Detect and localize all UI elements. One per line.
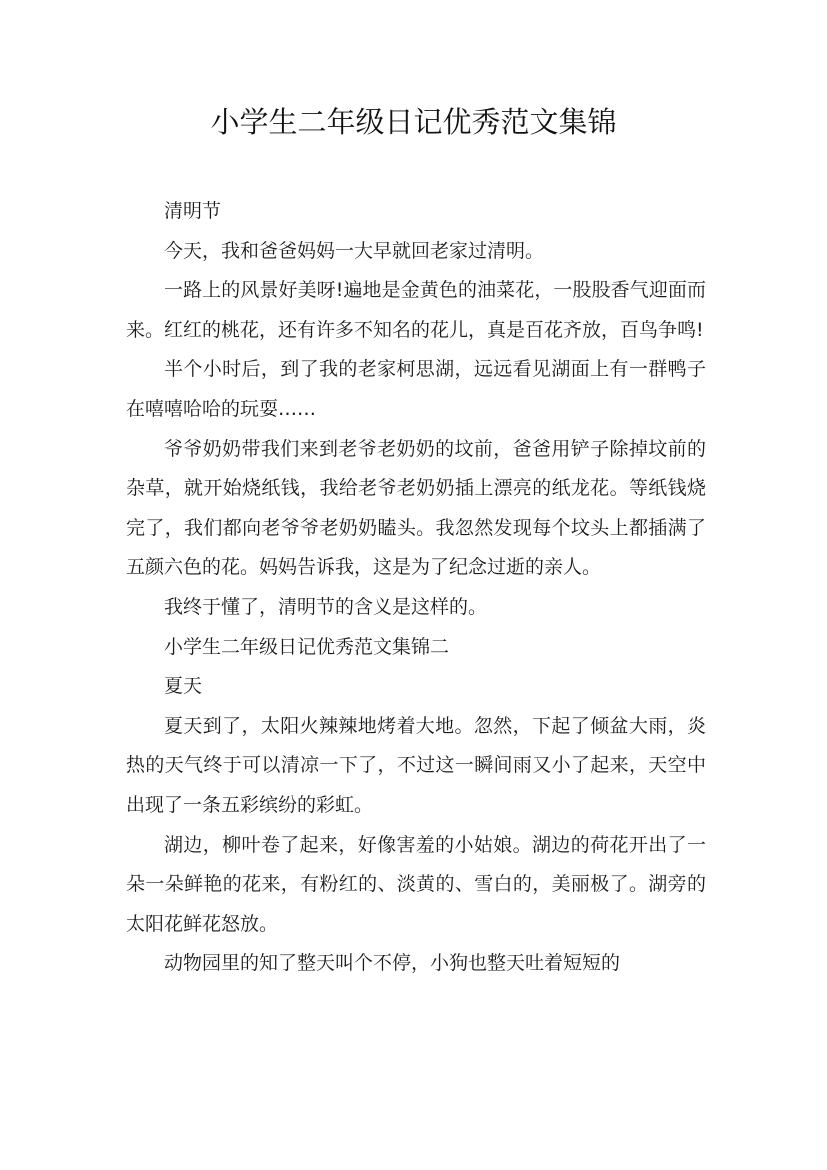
paragraph: 我终于懂了，清明节的含义是这样的。 <box>164 595 488 618</box>
document-body <box>126 192 706 984</box>
paragraph: 今天，我和爸爸妈妈一大早就回老家过清明。 <box>164 239 545 262</box>
section-title-2: 小学生二年级日记优秀范文集锦二 <box>164 635 450 658</box>
paragraph: 爷爷奶奶带我们来到老爷老奶奶的坟前，爸爸用铲子除掉坟前的杂草，就开始烧纸钱，我给老爷老奶奶插上漂亮的纸龙花。等纸钱烧完了，我们都向老爷爷老奶奶瞌头。我忽然发现每个坟头上都插满了五颜六色的花。妈妈告诉我，这是为了纪念过逝的亲人。 <box>126 437 706 579</box>
paragraph: 半个小时后，到了我的老家柯思湖，远远看见湖面上有一群鸭子在嘻嘻哈哈的玩耍…… <box>126 358 706 420</box>
paragraph: 动物园里的知了整天叫个不停，小狗也整天吐着短短的 <box>164 952 621 975</box>
section-heading-summer: 夏天 <box>164 675 203 698</box>
paragraph: 湖边，柳叶卷了起来，好像害羞的小姑娘。湖边的荷花开出了一朵一朵鲜艳的花来，有粉红的、淡黄的、雪白的，美丽极了。湖旁的太阳花鲜花怒放。 <box>126 833 706 935</box>
paragraph: 夏天到了，太阳火辣辣地烤着大地。忽然，下起了倾盆大雨，炎热的天气终于可以清凉一下了，不过这一瞬间雨又小了起来，天空中出现了一条五彩缤纷的彩虹。 <box>126 714 706 816</box>
section-heading-qingming: 清明节 <box>164 200 222 222</box>
paragraph: 一路上的风景好美呀!遍地是金黄色的油菜花，一股股香气迎面而来。红红的桃花，还有许多不知名的花儿，真是百花齐放，百鸟争鸣! <box>126 279 706 341</box>
document-title: 小学生二年级日记优秀范文集锦 <box>210 105 617 139</box>
